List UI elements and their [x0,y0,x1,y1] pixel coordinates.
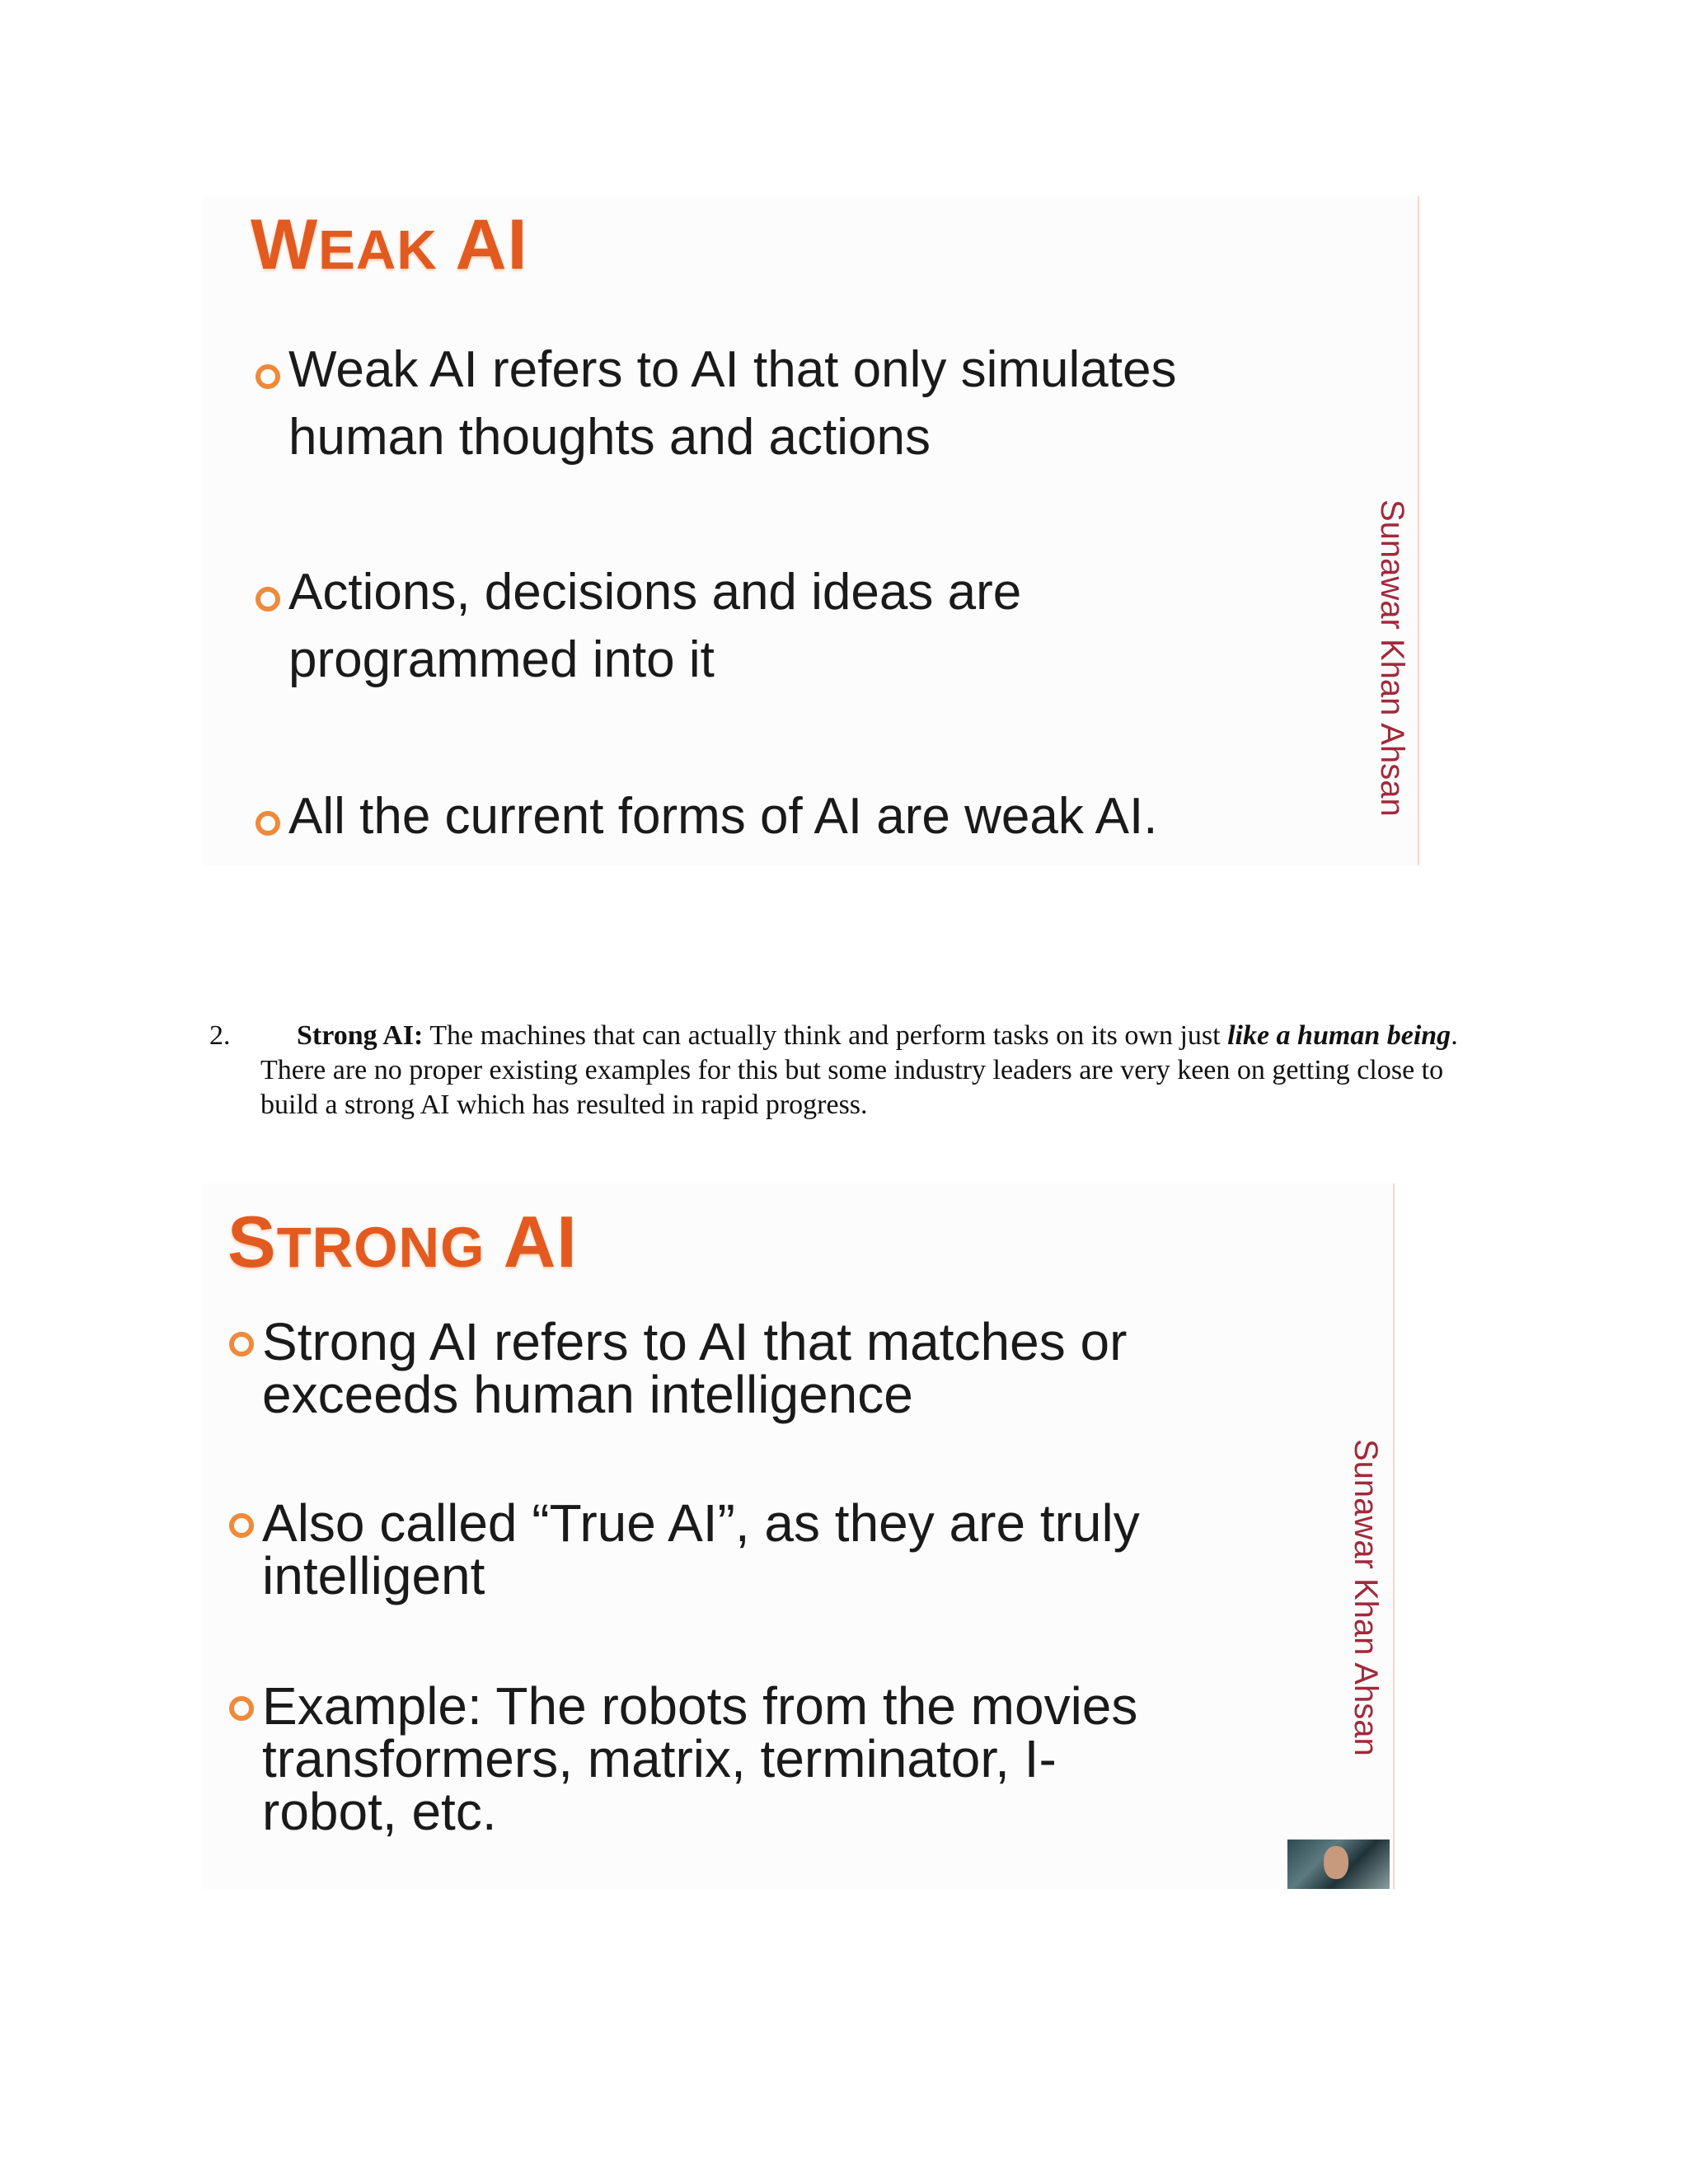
strong-ai-slide [203,1183,1396,1889]
slide-divider-line [1393,1183,1395,1889]
strong-ai-bullet-2: Also called “True AI”, as they are truly intelligent [229,1497,1367,1602]
face-shape [1324,1846,1348,1879]
author-photo [1287,1840,1390,1889]
paragraph-heading: Strong AI: [297,1020,424,1051]
bullet-circle-icon [229,1332,254,1357]
slide-divider-line [1418,196,1419,865]
strong-ai-bullet-1: Strong AI refers to AI that matches or exceeds human intelligence [229,1315,1367,1421]
author-watermark: Sunawar Khan Ahsan [1374,499,1410,817]
weak-ai-title: WEAK AI [251,205,528,284]
strong-ai-title: STRONG AI [227,1201,578,1282]
bullet-circle-icon [229,1696,254,1721]
bullet-circle-icon [256,587,280,612]
bullet-circle-icon [256,811,280,836]
weak-ai-bullet-2: Actions, decisions and ideas are programmed into it [256,559,1393,694]
paragraph-text: The machines that can actually think and perform tasks on its own just [423,1020,1228,1051]
list-number: 2. [209,1020,231,1051]
strong-ai-bullet-3: Example: The robots from the movies transformers, matrix, terminator, I- robot, etc. [229,1680,1367,1838]
bullet-circle-icon [229,1513,254,1538]
bullet-circle-icon [256,364,280,389]
weak-ai-slide [203,196,1421,865]
strong-ai-paragraph [209,1019,1479,1122]
weak-ai-bullet-3: All the current forms of AI are weak AI. [256,783,1393,851]
paragraph-emphasis: like a human being [1227,1020,1451,1051]
author-watermark: Sunawar Khan Ahsan [1348,1439,1384,1756]
paragraph-text-continued: . There are no proper existing examples for this but some industry leaders are very keen on getting close to build a strong AI which has resulted in rapid progress. [260,1020,1458,1120]
weak-ai-bullet-1: Weak AI refers to AI that only simulates human thoughts and actions [256,336,1393,471]
